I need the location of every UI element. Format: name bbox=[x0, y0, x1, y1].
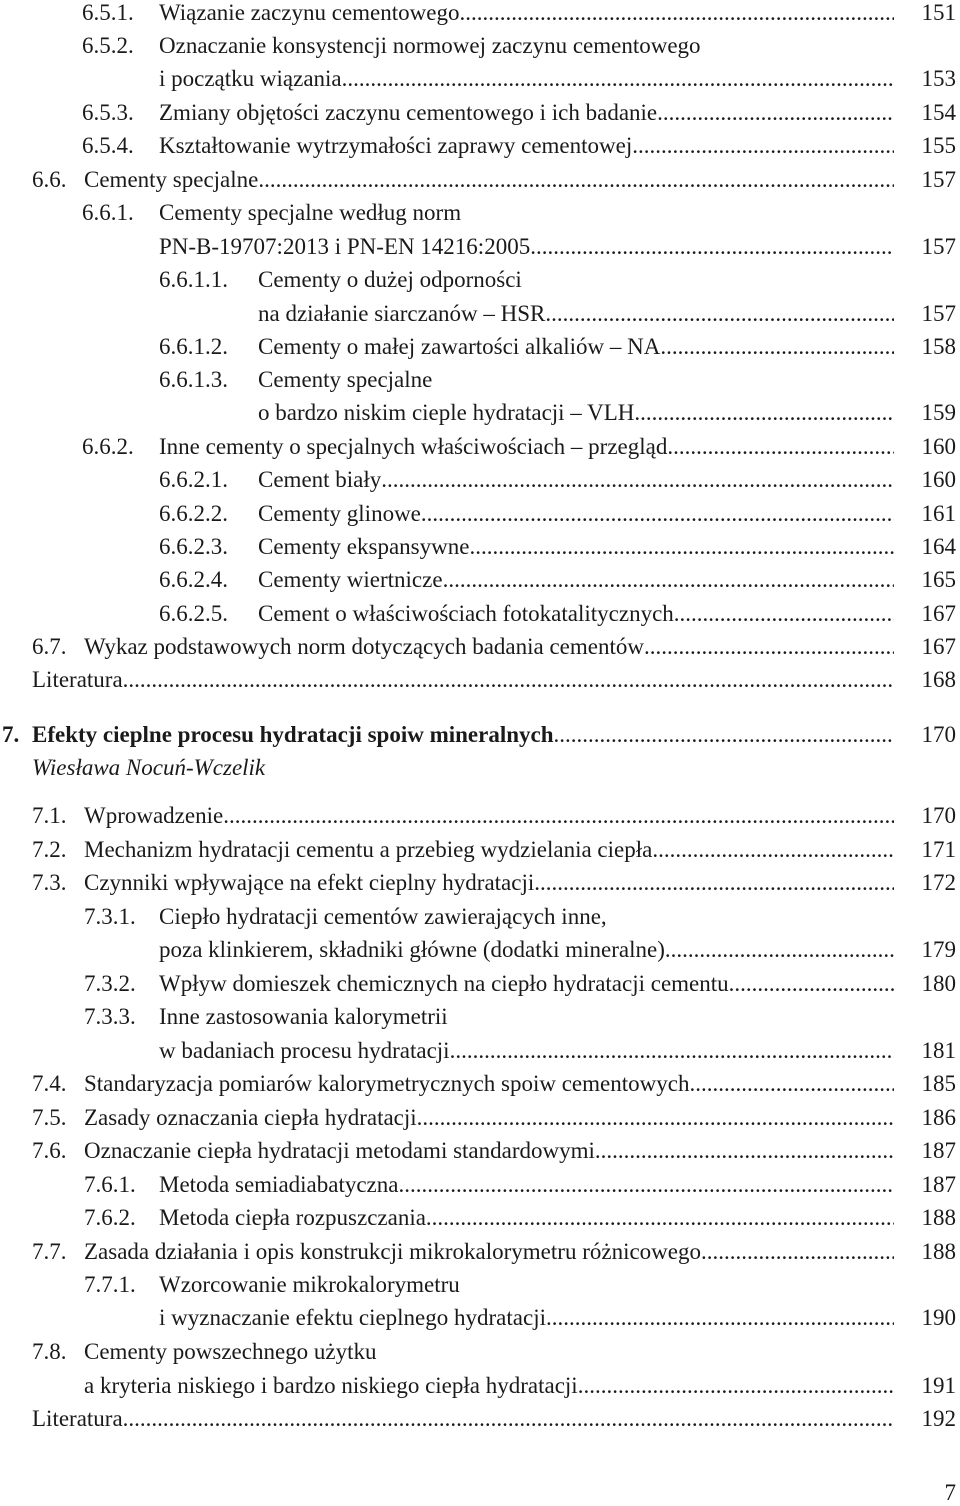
entry-page: 159 bbox=[921, 400, 956, 425]
toc-entry bbox=[0, 1134, 960, 1168]
entry-number: 7.2. bbox=[32, 837, 67, 862]
entry-page: 167 bbox=[921, 634, 956, 659]
entry-number: 7.5. bbox=[32, 1105, 67, 1130]
entry-title-text: Metoda semiadiabatyczna bbox=[159, 1172, 399, 1197]
toc-entry bbox=[0, 900, 960, 934]
toc-entry bbox=[0, 967, 960, 1001]
entry-number: 7.3.2. bbox=[84, 971, 136, 996]
entry-title-text: Literatura bbox=[32, 667, 123, 692]
entry-number: 7.6. bbox=[32, 1138, 67, 1163]
entry-title bbox=[159, 967, 894, 1001]
dot-leader bbox=[123, 663, 894, 697]
entry-page: 191 bbox=[921, 1373, 956, 1398]
dot-leader bbox=[443, 563, 894, 597]
entry-page: 172 bbox=[921, 870, 956, 895]
entry-title bbox=[159, 96, 894, 130]
dot-leader bbox=[634, 396, 894, 430]
toc-entry bbox=[0, 0, 960, 30]
entry-title bbox=[84, 1235, 894, 1269]
entry-number: 6.6.1.3. bbox=[159, 367, 228, 392]
entry-title-text: Cementy specjalne bbox=[84, 167, 259, 192]
entry-page: 155 bbox=[921, 133, 956, 158]
entry-page: 185 bbox=[921, 1071, 956, 1096]
entry-title-text: Standaryzacja pomiarów kalorymetrycznych spoiw cementowych bbox=[84, 1071, 690, 1096]
entry-title bbox=[258, 563, 894, 597]
toc-entry bbox=[0, 597, 960, 631]
toc-entry bbox=[0, 866, 960, 900]
entry-page: 171 bbox=[921, 837, 956, 862]
entry-number: 6.7. bbox=[32, 634, 67, 659]
entry-title bbox=[84, 1134, 894, 1168]
author-name: Wiesława Nocuń-Wczelik bbox=[32, 755, 266, 780]
dot-leader bbox=[657, 96, 894, 130]
toc-entry bbox=[0, 1402, 960, 1436]
entry-page: 188 bbox=[921, 1205, 956, 1230]
entry-title: Cementy powszechnego użytku bbox=[84, 1339, 377, 1364]
toc-entry bbox=[0, 1235, 960, 1269]
entry-title bbox=[258, 330, 894, 364]
dot-leader bbox=[123, 1402, 894, 1436]
dot-leader bbox=[595, 1134, 894, 1168]
dot-leader bbox=[701, 1235, 894, 1269]
toc-entry-continuation bbox=[0, 1369, 960, 1403]
chapter-title-text: Efekty cieplne procesu hydratacji spoiw mineralnych bbox=[32, 722, 554, 747]
entry-number: 7.7. bbox=[32, 1239, 67, 1264]
entry-title-text: Wiązanie zaczynu cementowego bbox=[159, 0, 460, 25]
entry-title: Wzorcowanie mikrokalorymetru bbox=[159, 1272, 460, 1297]
entry-number: 7.8. bbox=[32, 1339, 67, 1364]
toc-entry bbox=[0, 330, 960, 364]
entry-page: 170 bbox=[921, 722, 956, 747]
entry-page: 179 bbox=[921, 937, 956, 962]
entry-number: 6.6.1.1. bbox=[159, 267, 228, 292]
entry-number: 6.6.2.2. bbox=[159, 501, 228, 526]
entry-number: 6.6.2.4. bbox=[159, 567, 228, 592]
entry-title-text: o bardzo niskim cieple hydratacji – VLH bbox=[258, 400, 635, 425]
entry-title bbox=[84, 163, 894, 197]
toc-entry-continuation bbox=[0, 396, 960, 430]
toc-entry bbox=[0, 163, 960, 197]
entry-number: 7.3.1. bbox=[84, 904, 136, 929]
entry-page: 190 bbox=[921, 1305, 956, 1330]
entry-title bbox=[159, 129, 894, 163]
entry-title-text: Metoda ciepła rozpuszczania bbox=[159, 1205, 426, 1230]
dot-leader bbox=[665, 933, 894, 967]
entry-title-text: Cementy ekspansywne bbox=[258, 534, 470, 559]
entry-title: Cementy specjalne bbox=[258, 367, 433, 392]
toc-entry bbox=[0, 563, 960, 597]
entry-page: 153 bbox=[921, 66, 956, 91]
dot-leader bbox=[342, 62, 894, 96]
entry-title-text: Czynniki wpływające na efekt cieplny hydratacji bbox=[84, 870, 535, 895]
dot-leader bbox=[421, 497, 894, 531]
dot-leader bbox=[258, 163, 894, 197]
entry-title-text: poza klinkierem, składniki główne (dodatki mineralne) bbox=[159, 937, 665, 962]
entry-number: 7.3.3. bbox=[84, 1004, 136, 1029]
entry-number: 7.4. bbox=[32, 1071, 67, 1096]
entry-title bbox=[84, 866, 894, 900]
entry-page: 158 bbox=[921, 334, 956, 359]
dot-leader bbox=[652, 833, 894, 867]
toc-entry bbox=[0, 1067, 960, 1101]
entry-page: 168 bbox=[921, 667, 956, 692]
dot-leader bbox=[398, 1168, 894, 1202]
entry-title bbox=[84, 833, 894, 867]
entry-title-text: Zmiany objętości zaczynu cementowego i ich badanie bbox=[159, 100, 658, 125]
toc-entry bbox=[0, 799, 960, 833]
dot-leader bbox=[632, 129, 894, 163]
dot-leader bbox=[426, 1201, 894, 1235]
entry-title: Inne zastosowania kalorymetrii bbox=[159, 1004, 448, 1029]
dot-leader bbox=[667, 430, 894, 464]
entry-title bbox=[32, 663, 894, 697]
entry-title bbox=[258, 297, 894, 331]
toc-entry bbox=[0, 530, 960, 564]
toc-entry bbox=[0, 497, 960, 531]
entry-title bbox=[159, 933, 894, 967]
entry-title-text: Zasady oznaczania ciepła hydratacji bbox=[84, 1105, 417, 1130]
toc-entry bbox=[0, 630, 960, 664]
entry-title-text: Oznaczanie ciepła hydratacji metodami standardowymi bbox=[84, 1138, 595, 1163]
toc-entry bbox=[0, 1268, 960, 1302]
dot-leader bbox=[459, 0, 894, 30]
entry-title bbox=[159, 62, 894, 96]
entry-number: 7.1. bbox=[32, 803, 67, 828]
toc-entry bbox=[0, 430, 960, 464]
toc-entry bbox=[0, 129, 960, 163]
entry-title-text: Wprowadzenie bbox=[84, 803, 224, 828]
entry-page: 180 bbox=[921, 971, 956, 996]
entry-page: 154 bbox=[921, 100, 956, 125]
entry-title bbox=[84, 630, 894, 664]
toc-entry bbox=[0, 1335, 960, 1369]
entry-page: 186 bbox=[921, 1105, 956, 1130]
dot-leader bbox=[530, 230, 894, 264]
entry-title-text: Kształtowanie wytrzymałości zaprawy cementowej bbox=[159, 133, 633, 158]
toc-entry-continuation bbox=[0, 230, 960, 264]
dot-leader bbox=[554, 718, 894, 752]
dot-leader bbox=[644, 630, 894, 664]
entry-title-text: a kryteria niskiego i bardzo niskiego ciepła hydratacji bbox=[84, 1373, 578, 1398]
entry-page: 151 bbox=[921, 0, 956, 25]
dot-leader bbox=[674, 597, 894, 631]
dot-leader bbox=[546, 1301, 894, 1335]
entry-title bbox=[159, 1034, 894, 1068]
toc-entry bbox=[0, 1201, 960, 1235]
entry-title-text: Cement biały bbox=[258, 467, 382, 492]
page-number: 7 bbox=[944, 1480, 956, 1505]
entry-number: 6.5.3. bbox=[82, 100, 134, 125]
entry-page: 181 bbox=[921, 1038, 956, 1063]
entry-title-text: na działanie siarczanów – HSR bbox=[258, 301, 546, 326]
toc-entry bbox=[0, 663, 960, 697]
entry-title bbox=[258, 597, 894, 631]
toc-entry bbox=[0, 463, 960, 497]
entry-title bbox=[258, 497, 894, 531]
dot-leader bbox=[534, 866, 894, 900]
entry-page: 165 bbox=[921, 567, 956, 592]
toc-entry bbox=[0, 1101, 960, 1135]
entry-title-text: Cementy o małej zawartości alkaliów – NA bbox=[258, 334, 661, 359]
dot-leader bbox=[381, 463, 894, 497]
entry-title-text: Cementy wiertnicze bbox=[258, 567, 443, 592]
entry-title bbox=[258, 396, 894, 430]
toc-entry bbox=[0, 363, 960, 397]
entry-title-text: Zasada działania i opis konstrukcji mikrokalorymetru różnicowego bbox=[84, 1239, 701, 1264]
entry-title bbox=[159, 230, 894, 264]
toc-entry-continuation bbox=[0, 297, 960, 331]
entry-page: 164 bbox=[921, 534, 956, 559]
entry-title: Cementy o dużej odporności bbox=[258, 267, 522, 292]
toc-entry bbox=[0, 833, 960, 867]
entry-title-text: Cement o właściwościach fotokatalitycznych bbox=[258, 601, 674, 626]
entry-title bbox=[159, 1168, 894, 1202]
entry-page: 161 bbox=[921, 501, 956, 526]
entry-number: 6.6. bbox=[32, 167, 67, 192]
entry-title-text: i początku wiązania bbox=[159, 66, 342, 91]
entry-number: 7.6.2. bbox=[84, 1205, 136, 1230]
entry-number: 6.5.4. bbox=[82, 133, 134, 158]
entry-page: 187 bbox=[921, 1172, 956, 1197]
entry-title bbox=[159, 430, 894, 464]
dot-leader bbox=[729, 967, 894, 1001]
entry-title-text: Cementy glinowe bbox=[258, 501, 421, 526]
entry-number: 6.6.2. bbox=[82, 434, 134, 459]
entry-title-text: PN-B-19707:2013 i PN-EN 14216:2005 bbox=[159, 234, 531, 259]
dot-leader bbox=[545, 297, 894, 331]
chapter-number: 7. bbox=[2, 722, 20, 747]
entry-title bbox=[258, 530, 894, 564]
entry-number: 7.7.1. bbox=[84, 1272, 136, 1297]
entry-title bbox=[159, 1301, 894, 1335]
entry-title-text: Mechanizm hydratacji cementu a przebieg wydzielania ciepła bbox=[84, 837, 653, 862]
toc-entry bbox=[0, 196, 960, 230]
entry-title-text: Literatura bbox=[32, 1406, 123, 1431]
entry-title bbox=[159, 0, 894, 30]
chapter-author bbox=[0, 751, 960, 785]
entry-number: 6.5.2. bbox=[82, 33, 134, 58]
entry-title bbox=[258, 463, 894, 497]
entry-number: 6.6.1. bbox=[82, 200, 134, 225]
toc-entry bbox=[0, 96, 960, 130]
toc-entry-continuation bbox=[0, 933, 960, 967]
dot-leader bbox=[223, 799, 894, 833]
entry-page: 187 bbox=[921, 1138, 956, 1163]
entry-page: 160 bbox=[921, 467, 956, 492]
dot-leader bbox=[450, 1034, 894, 1068]
entry-page: 167 bbox=[921, 601, 956, 626]
toc-entry bbox=[0, 1000, 960, 1034]
toc-entry-continuation bbox=[0, 62, 960, 96]
entry-title bbox=[84, 799, 894, 833]
entry-title: Ciepło hydratacji cementów zawierających inne, bbox=[159, 904, 607, 929]
entry-page: 170 bbox=[921, 803, 956, 828]
entry-page: 192 bbox=[921, 1406, 956, 1431]
entry-page: 188 bbox=[921, 1239, 956, 1264]
entry-title-text: i wyznaczanie efektu cieplnego hydratacji bbox=[159, 1305, 546, 1330]
entry-number: 6.6.2.1. bbox=[159, 467, 228, 492]
toc-entry bbox=[0, 29, 960, 63]
entry-title bbox=[32, 1402, 894, 1436]
chapter-heading bbox=[0, 718, 960, 752]
entry-number: 7.6.1. bbox=[84, 1172, 136, 1197]
dot-leader bbox=[469, 530, 894, 564]
entry-title-text: w badaniach procesu hydratacji bbox=[159, 1038, 450, 1063]
dot-leader bbox=[689, 1067, 894, 1101]
dot-leader bbox=[417, 1101, 894, 1135]
chapter-title bbox=[32, 718, 894, 752]
entry-number: 6.6.1.2. bbox=[159, 334, 228, 359]
entry-title-text: Wpływ domieszek chemicznych na ciepło hydratacji cementu bbox=[159, 971, 729, 996]
entry-page: 160 bbox=[921, 434, 956, 459]
toc-entry bbox=[0, 263, 960, 297]
toc-entry-continuation bbox=[0, 1301, 960, 1335]
entry-title: Cementy specjalne według norm bbox=[159, 200, 462, 225]
entry-title: Oznaczanie konsystencji normowej zaczynu cementowego bbox=[159, 33, 701, 58]
entry-number: 6.6.2.3. bbox=[159, 534, 228, 559]
entry-title bbox=[84, 1067, 894, 1101]
entry-title-text: Inne cementy o specjalnych właściwościach – przegląd bbox=[159, 434, 668, 459]
entry-title bbox=[159, 1201, 894, 1235]
entry-page: 157 bbox=[921, 167, 956, 192]
entry-page: 157 bbox=[921, 301, 956, 326]
entry-number: 7.3. bbox=[32, 870, 67, 895]
toc-entry-continuation bbox=[0, 1034, 960, 1068]
entry-title bbox=[84, 1101, 894, 1135]
entry-number: 6.6.2.5. bbox=[159, 601, 228, 626]
entry-title-text: Wykaz podstawowych norm dotyczących badania cementów bbox=[84, 634, 644, 659]
entry-title bbox=[84, 1369, 894, 1403]
toc-entry bbox=[0, 1168, 960, 1202]
dot-leader bbox=[578, 1369, 894, 1403]
dot-leader bbox=[660, 330, 894, 364]
entry-page: 157 bbox=[921, 234, 956, 259]
entry-number: 6.5.1. bbox=[82, 0, 134, 25]
